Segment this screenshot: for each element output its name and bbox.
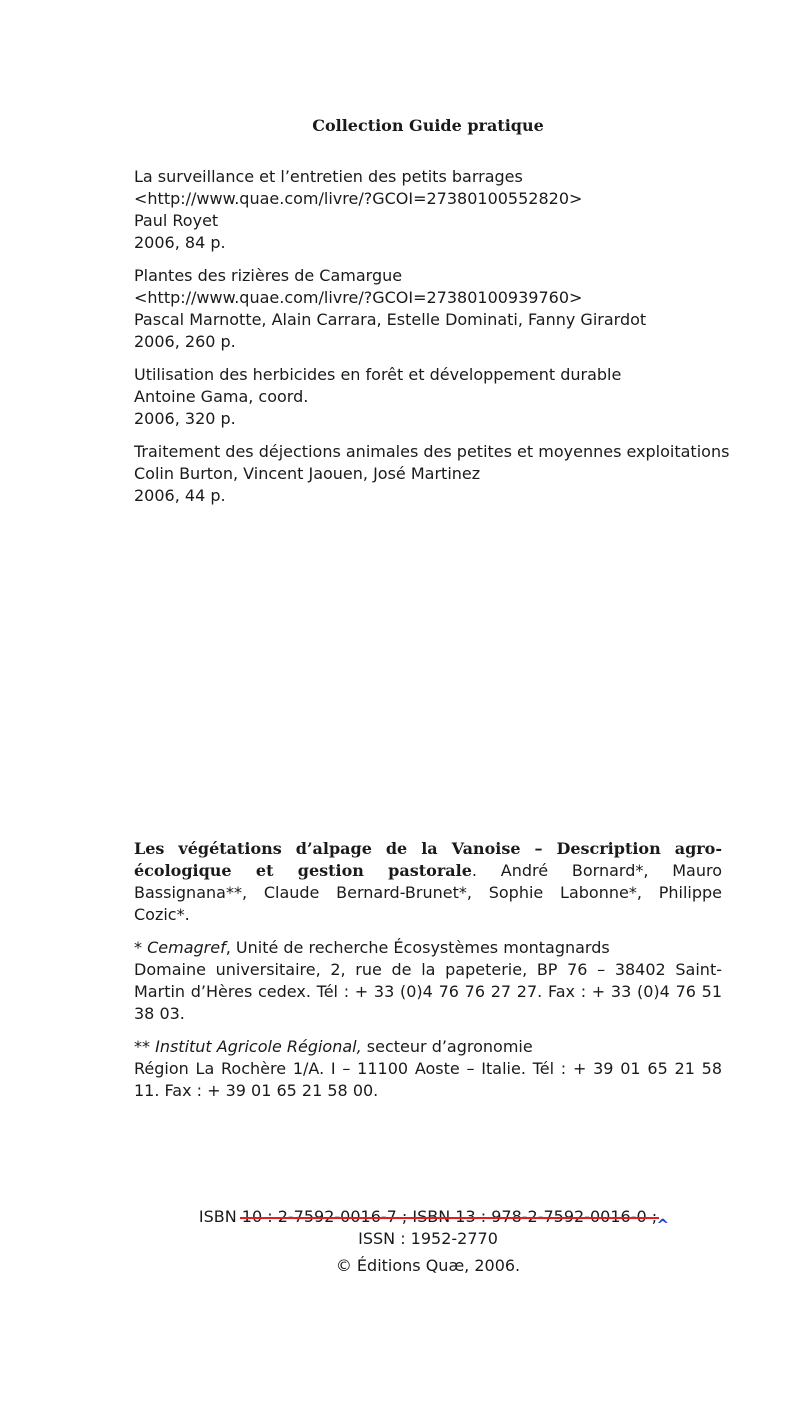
aff1-unit: , Unité de recherche Écosystèmes montagnards <box>225 938 610 957</box>
credits-book-title: Les végétations d’alpage de la Vanoise – Description agro-écologique et gestion pastorale <box>134 839 722 880</box>
aff2-org: Institut Agricole Régional, <box>155 1037 362 1056</box>
credits-main <box>134 838 722 926</box>
isbn-struck-text <box>241 1206 670 1234</box>
book-url: <http://www.quae.com/livre/?GCOI=27380100939760> <box>134 288 583 307</box>
legal-block <box>0 1206 800 1277</box>
book-entry <box>134 166 734 254</box>
book-authors: Paul Royet <box>134 211 219 230</box>
copyright-line: © Éditions Quæ, 2006. <box>335 1256 521 1275</box>
strikethrough-mark <box>240 1217 659 1219</box>
book-entry <box>134 265 734 353</box>
book-title: Plantes des rizières de Camargue <box>134 266 403 285</box>
aff1-prefix: * <box>134 938 148 957</box>
issn-line: ISSN : 1952-2770 <box>358 1229 498 1248</box>
book-title: La surveillance et l’entretien des petits barrages <box>134 167 523 186</box>
affiliation-2 <box>134 1036 722 1102</box>
book-pub: 2006, 320 p. <box>134 409 236 428</box>
book-title: Traitement des déjections animales des petites et moyennes exploitations <box>134 442 730 461</box>
book-pub: 2006, 84 p. <box>134 233 226 252</box>
book-title: Utilisation des herbicides en forêt et développement durable <box>134 365 622 384</box>
aff1-address: Domaine universitaire, 2, rue de la papeterie, BP 76 – 38402 Saint-Martin d’Hères cedex. Tél : + 33 (0)4 76 76 27 27. Fax : + 33 (0)4 76 51 38 03. <box>134 960 722 1023</box>
credits-authors: André Bornard*, Mauro Bassignana**, Claude Bernard-Brunet*, Sophie Labonne*, Philippe Cozic*. <box>134 861 723 924</box>
aff2-prefix: ** <box>134 1037 156 1056</box>
book-list <box>134 166 734 518</box>
book-authors: Pascal Marnotte, Alain Carrara, Estelle Dominati, Fanny Girardot <box>134 310 647 329</box>
collection-title: Collection Guide pratique <box>312 116 544 135</box>
book-authors: Antoine Gama, coord. <box>134 387 309 406</box>
book-entry <box>134 441 734 507</box>
book-url: <http://www.quae.com/livre/?GCOI=27380100552820> <box>134 189 583 208</box>
insertion-caret-icon: ^ <box>656 1216 670 1234</box>
credits-title-end: . <box>471 861 477 880</box>
isbn-struck-value: 10 : 2-7592-0016-7 ; ISBN 13 : 978-2-7592-0016-0 ; <box>241 1207 658 1226</box>
aff1-org: Cemagref <box>147 938 226 957</box>
book-pub: 2006, 260 p. <box>134 332 236 351</box>
book-pub: 2006, 44 p. <box>134 486 226 505</box>
affiliation-1 <box>134 937 722 1025</box>
aff2-address: Région La Rochère 1/A. I – 11100 Aoste – Italie. Tél : + 39 01 65 21 58 11. Fax : + 39 01 65 21 58 00. <box>134 1059 722 1100</box>
isbn-line <box>198 1206 670 1234</box>
book-entry <box>134 364 734 430</box>
aff2-unit: secteur d’agronomie <box>361 1037 533 1056</box>
credits-block <box>134 838 722 1113</box>
isbn-label: ISBN <box>198 1207 242 1226</box>
book-authors: Colin Burton, Vincent Jaouen, José Martinez <box>134 464 481 483</box>
